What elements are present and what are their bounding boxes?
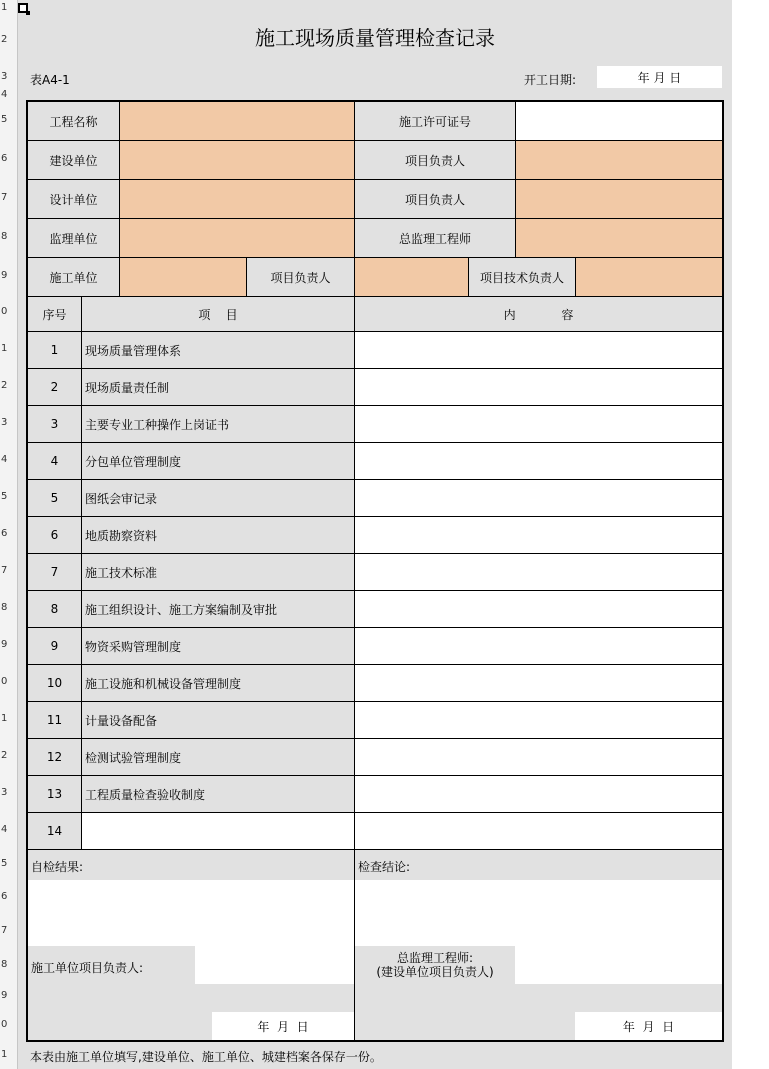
item-content[interactable] xyxy=(354,738,723,776)
item-no: 3 xyxy=(27,405,82,443)
item-no: 7 xyxy=(27,553,82,591)
item-no: 6 xyxy=(27,516,82,554)
item-content[interactable] xyxy=(354,627,723,665)
builder-unit-field[interactable] xyxy=(119,257,247,297)
item-no: 8 xyxy=(27,590,82,628)
inspection-box[interactable] xyxy=(354,849,723,1041)
item-no: 12 xyxy=(27,738,82,776)
inspection-date[interactable]: 年 月 日 xyxy=(575,1012,722,1040)
item-text: 现场质量责任制 xyxy=(81,368,355,406)
item-no: 2 xyxy=(27,368,82,406)
self-check-date[interactable]: 年 月 日 xyxy=(212,1012,354,1040)
item-no: 13 xyxy=(27,775,82,813)
design-unit-field[interactable] xyxy=(119,179,355,219)
row-number[interactable]: 0 xyxy=(1,676,8,687)
footnote: 本表由施工单位填写,建设单位、施工单位、城建档案各保存一份。 xyxy=(30,1050,382,1064)
supervision-unit-field[interactable] xyxy=(119,218,355,258)
row-number[interactable]: 1 xyxy=(1,2,8,13)
row-number[interactable]: 7 xyxy=(1,925,8,936)
col-header-item: 项 目 xyxy=(81,296,355,332)
item-text: 施工技术标准 xyxy=(81,553,355,591)
row-number[interactable]: 6 xyxy=(1,153,8,164)
item-no: 14 xyxy=(27,812,82,850)
chief-supervisor-field[interactable] xyxy=(515,218,723,258)
item-text: 地质勘察资料 xyxy=(81,516,355,554)
row-number[interactable]: 2 xyxy=(1,380,8,391)
row-number[interactable]: 1 xyxy=(1,343,8,354)
row-number[interactable]: 7 xyxy=(1,565,8,576)
chief-supervisor-label: 总监理工程师 xyxy=(354,218,516,258)
project-leader-label: 项目负责人 xyxy=(354,140,516,180)
row-number[interactable]: 8 xyxy=(1,959,8,970)
tech-leader-field[interactable] xyxy=(575,257,723,297)
fill-handle-icon[interactable] xyxy=(26,11,30,15)
item-content[interactable] xyxy=(354,516,723,554)
permit-no-label: 施工许可证号 xyxy=(354,101,516,141)
item-text: 施工组织设计、施工方案编制及审批 xyxy=(81,590,355,628)
row-number[interactable]: 2 xyxy=(1,750,8,761)
item-text[interactable] xyxy=(81,812,355,850)
row-number[interactable]: 6 xyxy=(1,528,8,539)
item-content[interactable] xyxy=(354,701,723,739)
item-content[interactable] xyxy=(354,405,723,443)
item-no: 1 xyxy=(27,331,82,369)
chief-supervisor-sign-label xyxy=(355,951,515,979)
row-number[interactable]: 9 xyxy=(1,270,8,281)
item-content[interactable] xyxy=(354,664,723,702)
col-header-no: 序号 xyxy=(27,296,82,332)
row-number[interactable]: 8 xyxy=(1,602,8,613)
row-number[interactable]: 4 xyxy=(1,454,8,465)
row-number-gutter xyxy=(0,0,18,1069)
row-number[interactable]: 8 xyxy=(1,231,8,242)
item-content[interactable] xyxy=(354,442,723,480)
item-text: 物资采购管理制度 xyxy=(81,627,355,665)
row-number[interactable]: 0 xyxy=(1,306,8,317)
row-number[interactable]: 9 xyxy=(1,639,8,650)
form-title: 施工现场质量管理检查记录 xyxy=(255,26,495,50)
design-leader-label: 项目负责人 xyxy=(354,179,516,219)
builder-leader-sign-label: 施工单位项目负责人: xyxy=(31,961,144,975)
self-check-box[interactable] xyxy=(27,849,355,1041)
item-text: 现场质量管理体系 xyxy=(81,331,355,369)
item-content[interactable] xyxy=(354,331,723,369)
design-unit-label: 设计单位 xyxy=(27,179,120,219)
item-no: 5 xyxy=(27,479,82,517)
form-code: 表A4-1 xyxy=(30,73,70,87)
row-number[interactable]: 3 xyxy=(1,417,8,428)
construction-unit-label: 建设单位 xyxy=(27,140,120,180)
chief-supervisor-sign-line1: 总监理工程师: xyxy=(396,951,474,965)
builder-unit-label: 施工单位 xyxy=(27,257,120,297)
builder-leader-field[interactable] xyxy=(354,257,469,297)
inspection-label: 检查结论: xyxy=(358,860,411,874)
project-leader-field[interactable] xyxy=(515,140,723,180)
self-check-label: 自检结果: xyxy=(31,860,84,874)
col-header-content: 内 容 xyxy=(354,296,723,332)
row-number[interactable]: 4 xyxy=(1,89,8,100)
construction-unit-field[interactable] xyxy=(119,140,355,180)
item-text: 检测试验管理制度 xyxy=(81,738,355,776)
permit-no-field[interactable] xyxy=(515,101,723,141)
item-no: 11 xyxy=(27,701,82,739)
right-blank-pane xyxy=(732,0,769,1069)
row-number[interactable]: 2 xyxy=(1,34,8,45)
item-no: 9 xyxy=(27,627,82,665)
item-text: 分包单位管理制度 xyxy=(81,442,355,480)
row-number[interactable]: 5 xyxy=(1,491,8,502)
chief-supervisor-sign-line2: (建设单位项目负责人) xyxy=(376,965,494,979)
item-no: 10 xyxy=(27,664,82,702)
project-name-field[interactable] xyxy=(119,101,355,141)
row-number[interactable]: 4 xyxy=(1,824,8,835)
tech-leader-label: 项目技术负责人 xyxy=(468,257,576,297)
builder-leader-label: 项目负责人 xyxy=(246,257,355,297)
design-leader-field[interactable] xyxy=(515,179,723,219)
start-date-label: 开工日期: xyxy=(524,73,577,87)
item-content[interactable] xyxy=(354,590,723,628)
item-text: 施工设施和机械设备管理制度 xyxy=(81,664,355,702)
row-number[interactable]: 3 xyxy=(1,787,8,798)
start-date-value[interactable]: 年 月 日 xyxy=(597,66,722,88)
row-number[interactable]: 0 xyxy=(1,1019,8,1030)
supervision-unit-label: 监理单位 xyxy=(27,218,120,258)
item-content[interactable] xyxy=(354,812,723,850)
row-number[interactable]: 5 xyxy=(1,858,8,869)
item-no: 4 xyxy=(27,442,82,480)
item-text: 主要专业工种操作上岗证书 xyxy=(81,405,355,443)
row-number[interactable]: 7 xyxy=(1,192,8,203)
item-text: 图纸会审记录 xyxy=(81,479,355,517)
item-content[interactable] xyxy=(354,553,723,591)
item-content[interactable] xyxy=(354,775,723,813)
row-number[interactable]: 6 xyxy=(1,891,8,902)
project-name-label: 工程名称 xyxy=(27,101,120,141)
row-number[interactable]: 3 xyxy=(1,71,8,82)
item-text: 计量设备配备 xyxy=(81,701,355,739)
row-number[interactable]: 5 xyxy=(1,114,8,125)
item-text: 工程质量检查验收制度 xyxy=(81,775,355,813)
item-content[interactable] xyxy=(354,368,723,406)
row-number[interactable]: 9 xyxy=(1,990,8,1001)
row-number[interactable]: 1 xyxy=(1,713,8,724)
row-number[interactable]: 1 xyxy=(1,1049,8,1060)
item-content[interactable] xyxy=(354,479,723,517)
